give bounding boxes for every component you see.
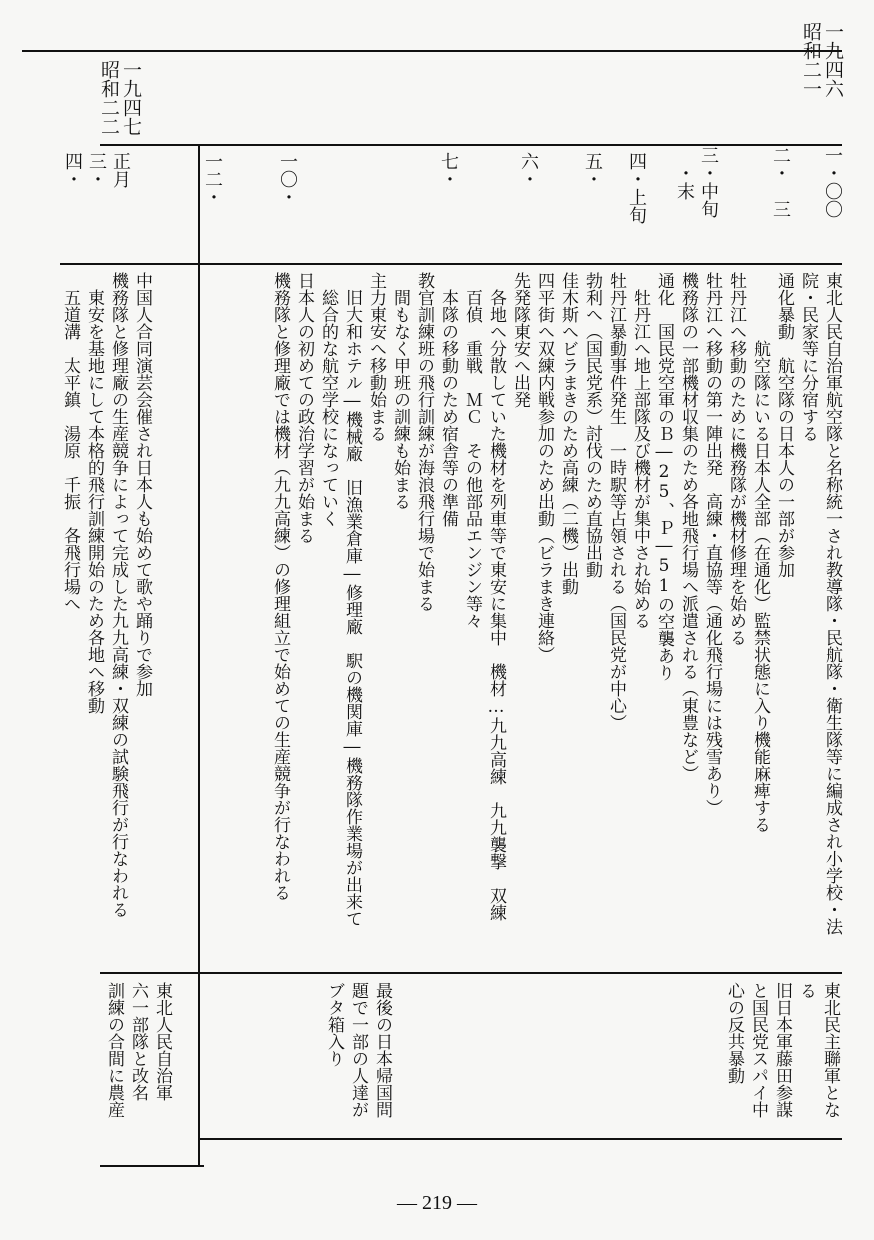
text-note-divider <box>100 972 842 974</box>
sidenote-1947: 東北人民自治軍 六一部隊と改名 訓練の合間に農産 <box>104 982 172 1118</box>
date-text-divider <box>60 263 842 265</box>
date-feb: 二・ 三 <box>770 146 791 218</box>
date-dec: 一二・ <box>202 152 223 206</box>
events-1947-text: 中国人合同演芸会催され日本人も始めて歌や踊りで参加 機務隊と修理廠の生産競争によって完成した九九高練・双練の試験飛行が行なわれる 東安を基地にして本格的飛行訓練開始のため各地へ移動 五道溝 太平鎮 湯原 千振 各飛行場へ <box>60 272 152 918</box>
page-number: ― 219 ― <box>397 1192 477 1214</box>
date-jun: 六・ <box>518 152 539 188</box>
year-divider-vertical <box>198 144 200 1167</box>
top-rule-1947 <box>100 144 842 146</box>
bottom-rule-1947 <box>100 1165 204 1167</box>
date-jul: 七・ <box>438 152 459 188</box>
top-rule-1946 <box>22 50 842 52</box>
year-1947-label: 一九四七 昭和二二 <box>98 60 142 136</box>
date-mar: 三・中旬 ・末 <box>674 146 719 218</box>
date-may: 五・ <box>582 152 603 188</box>
sidenote-jul: 最後の日本帰国問 題で一部の人達が ブタ箱入り <box>324 982 392 1118</box>
date-apr: 四・上旬 <box>626 152 647 224</box>
date-oct: 一〇・ <box>277 152 298 206</box>
year-1946-label: 一九四六 昭和二一 <box>800 22 844 98</box>
bottom-rule-1946 <box>200 1138 842 1140</box>
date-1947-group: 正月 三・ 四・ <box>62 152 131 188</box>
events-1946-text: 東北人民自治軍航空隊と名称統一され教導隊・民航隊・衛生隊等に編成され小学校・法 院・民家等に分宿する 通化暴動 航空隊の日本人の一部が参加 航空隊にいる日本人全部（在通化）監禁状態に入り機能麻痺する 牡丹江へ移動のために機務隊が機材修理を始める 牡丹江へ移動の第一陣出発 高練・直協等（通化飛行場には残雪あり） 機務隊の一部機材収集のため各地飛行場へ派遣される（東豊など） 通化 国民党空軍のＢ―25、Ｐ―51の空襲あり 牡丹江へ地上部隊及び機材が集中され始める 牡丹江暴動事件発生 一時駅等占領される（国民党が中心） 勃利へ（国民党系）討伐のため直協出動 佳木斯へビラまきのため高練（二機）出動 四平街へ双練内戦参加のため出動（ビラまき連絡） 先発隊東安へ出発 各地へ分散していた機材を列車等で東安に集中 機材…九九高練 九九襲撃 双練 百偵 重戦 ＭＣ その他部品エンジン等々 本隊の移動のため宿舎等の準備 教官訓練班の飛行訓練が海浪飛行場で始まる 間もなく甲班の訓練も始まる 主力東安へ移動始まる 旧大和ホテル―機械廠 旧漁業倉庫―修理廠 駅の機関庫―機務隊作業場が出来て 総合的な航空学校になっていく 日本人の初めての政治学習が始まる 機務隊と修理廠では機材（九九高練）の修理組立で始めての生産競争が行なわれる <box>270 272 842 935</box>
date-jan: 一・〇〇 <box>822 146 843 218</box>
sidenote-jan-feb: 東北民主聯軍とな る 旧日本軍藤田参謀 と国民党スパイ中 心の反共暴動 <box>724 982 840 1118</box>
